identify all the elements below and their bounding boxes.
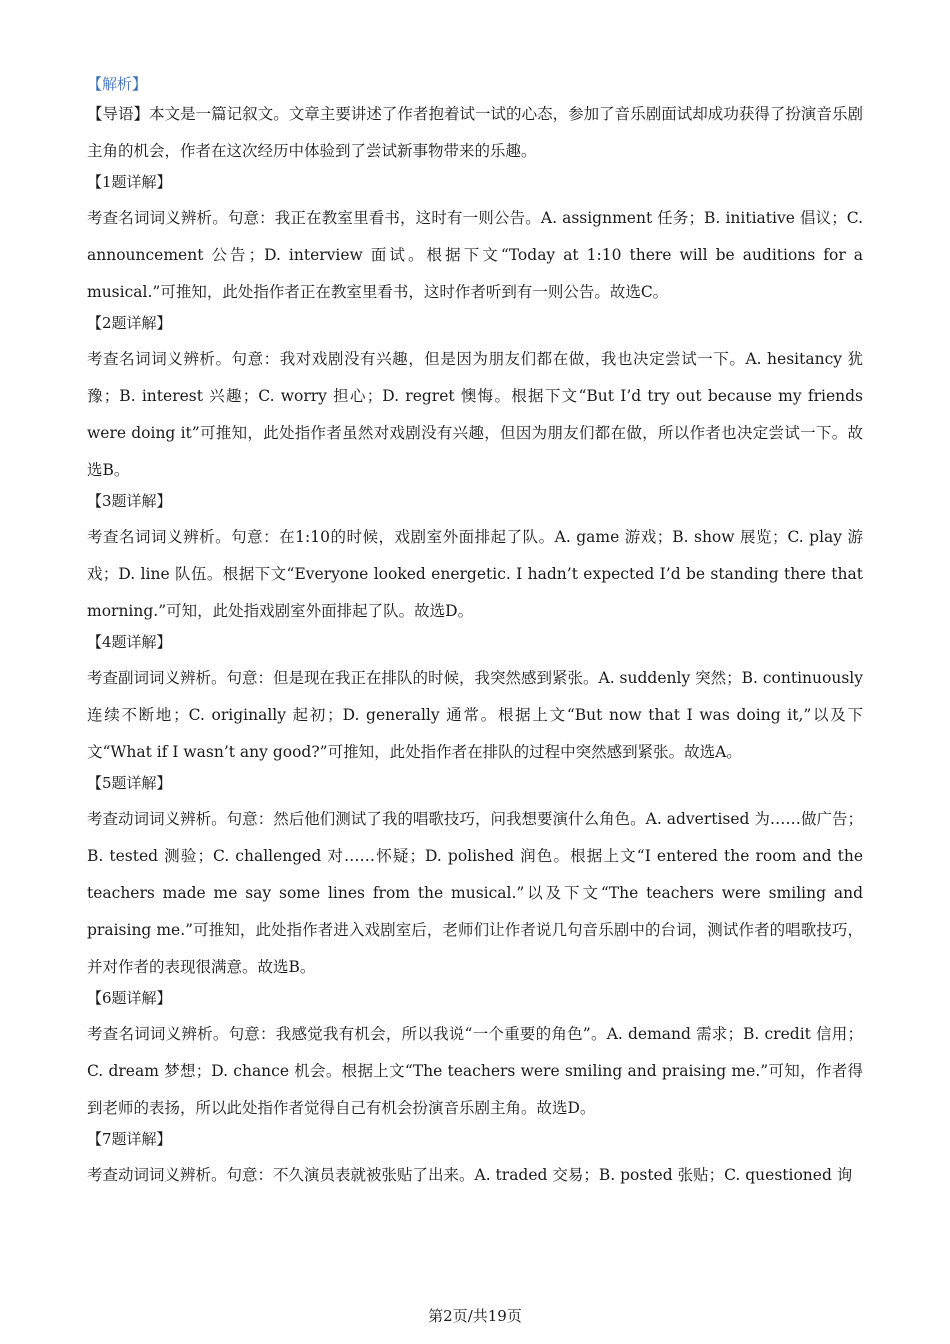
section-text: 考查名词词义辨析。句意：我对戏剧没有兴趣，但是因为朋友们都在做，我也决定尝试一下。A. hesitancy 犹豫；B. interest 兴趣；C. worry 担心；D. regret 懊悔。根据下文“But I’d try out because my friends were doing it”可推知，此处指作者虽然对戏剧没有兴趣，但因为朋友们都在做，所以作者也决定尝试一下。故选B。 xyxy=(87,350,863,479)
section-heading: 【2题详解】 xyxy=(87,314,172,332)
section-text: 考查动词词义辨析。句意：不久演员表就被张贴了出来。A. traded 交易；B. posted 张贴；C. questioned 询 xyxy=(87,1166,853,1184)
intro-paragraph: 【导语】本文是一篇记叙文。文章主要讲述了作者抱着试一试的心态，参加了音乐剧面试却成功获得了扮演音乐剧主角的机会，作者在这次经历中体验到了尝试新事物带来的乐趣。 xyxy=(87,105,863,160)
section-heading: 【6题详解】 xyxy=(87,989,172,1007)
analysis-label: 【解析】 xyxy=(87,75,148,93)
section-5 xyxy=(87,771,863,986)
section-text: 考查副词词义辨析。句意：但是现在我正在排队的时候，我突然感到紧张。A. suddenly 突然；B. continuously 连续不断地；C. originally 起初；D. generally 通常。根据上文“But now that I was doing it,”以及下文“What if I wasn’t any good?”可推知，此处指作者在排队的过程中突然感到紧张。故选A。 xyxy=(87,669,864,761)
section-heading: 【3题详解】 xyxy=(87,492,172,510)
page-number-footer: 第2页/共19页 xyxy=(428,1307,522,1325)
section-text: 考查名词词义辨析。句意：我正在教室里看书，这时有一则公告。A. assignment 任务；B. initiative 倡议；C. announcement 公告；D. interview 面试。根据下文“Today at 1:10 there will be auditions for a musical.”可推知，此处指作者正在教室里看书，这时作者听到有一则公告。故选C。 xyxy=(87,209,863,301)
section-heading: 【4题详解】 xyxy=(87,633,172,651)
section-3 xyxy=(87,489,863,630)
section-heading: 【7题详解】 xyxy=(87,1130,172,1148)
section-heading: 【1题详解】 xyxy=(87,173,172,191)
document-page xyxy=(87,72,863,1194)
section-2 xyxy=(87,311,863,489)
section-6 xyxy=(87,986,863,1127)
section-7 xyxy=(87,1127,863,1194)
section-text: 考查名词词义辨析。句意：在1:10的时候，戏剧室外面排起了队。A. game 游戏；B. show 展览；C. play 游戏；D. line 队伍。根据下文“Everyone looked energetic. I hadn’t expected I’d be standing there that morning.”可知，此处指戏剧室外面排起了队。故选D。 xyxy=(87,528,863,620)
section-1 xyxy=(87,170,863,311)
section-heading: 【5题详解】 xyxy=(87,774,172,792)
section-text: 考查动词词义辨析。句意：然后他们测试了我的唱歌技巧，问我想要演什么角色。A. advertised 为……做广告；B. tested 测验；C. challenged 对……怀疑；D. polished 润色。根据上文“I entered the room and the teachers made me say some lines from the musical.”以及下文“The teachers were smiling and praising me.”可推知，此处指作者进入戏剧室后，老师们让作者说几句音乐剧中的台词，测试作者的唱歌技巧，并对作者的表现很满意。故选B。 xyxy=(87,810,863,976)
section-4 xyxy=(87,630,863,771)
section-text: 考查名词词义辨析。句意：我感觉我有机会，所以我说“一个重要的角色”。A. demand 需求；B. credit 信用；C. dream 梦想；D. chance 机会。根据上文“The teachers were smiling and praising me.”可知，作者得到老师的表扬，所以此处指作者觉得自己有机会扮演音乐剧主角。故选D。 xyxy=(87,1025,863,1117)
